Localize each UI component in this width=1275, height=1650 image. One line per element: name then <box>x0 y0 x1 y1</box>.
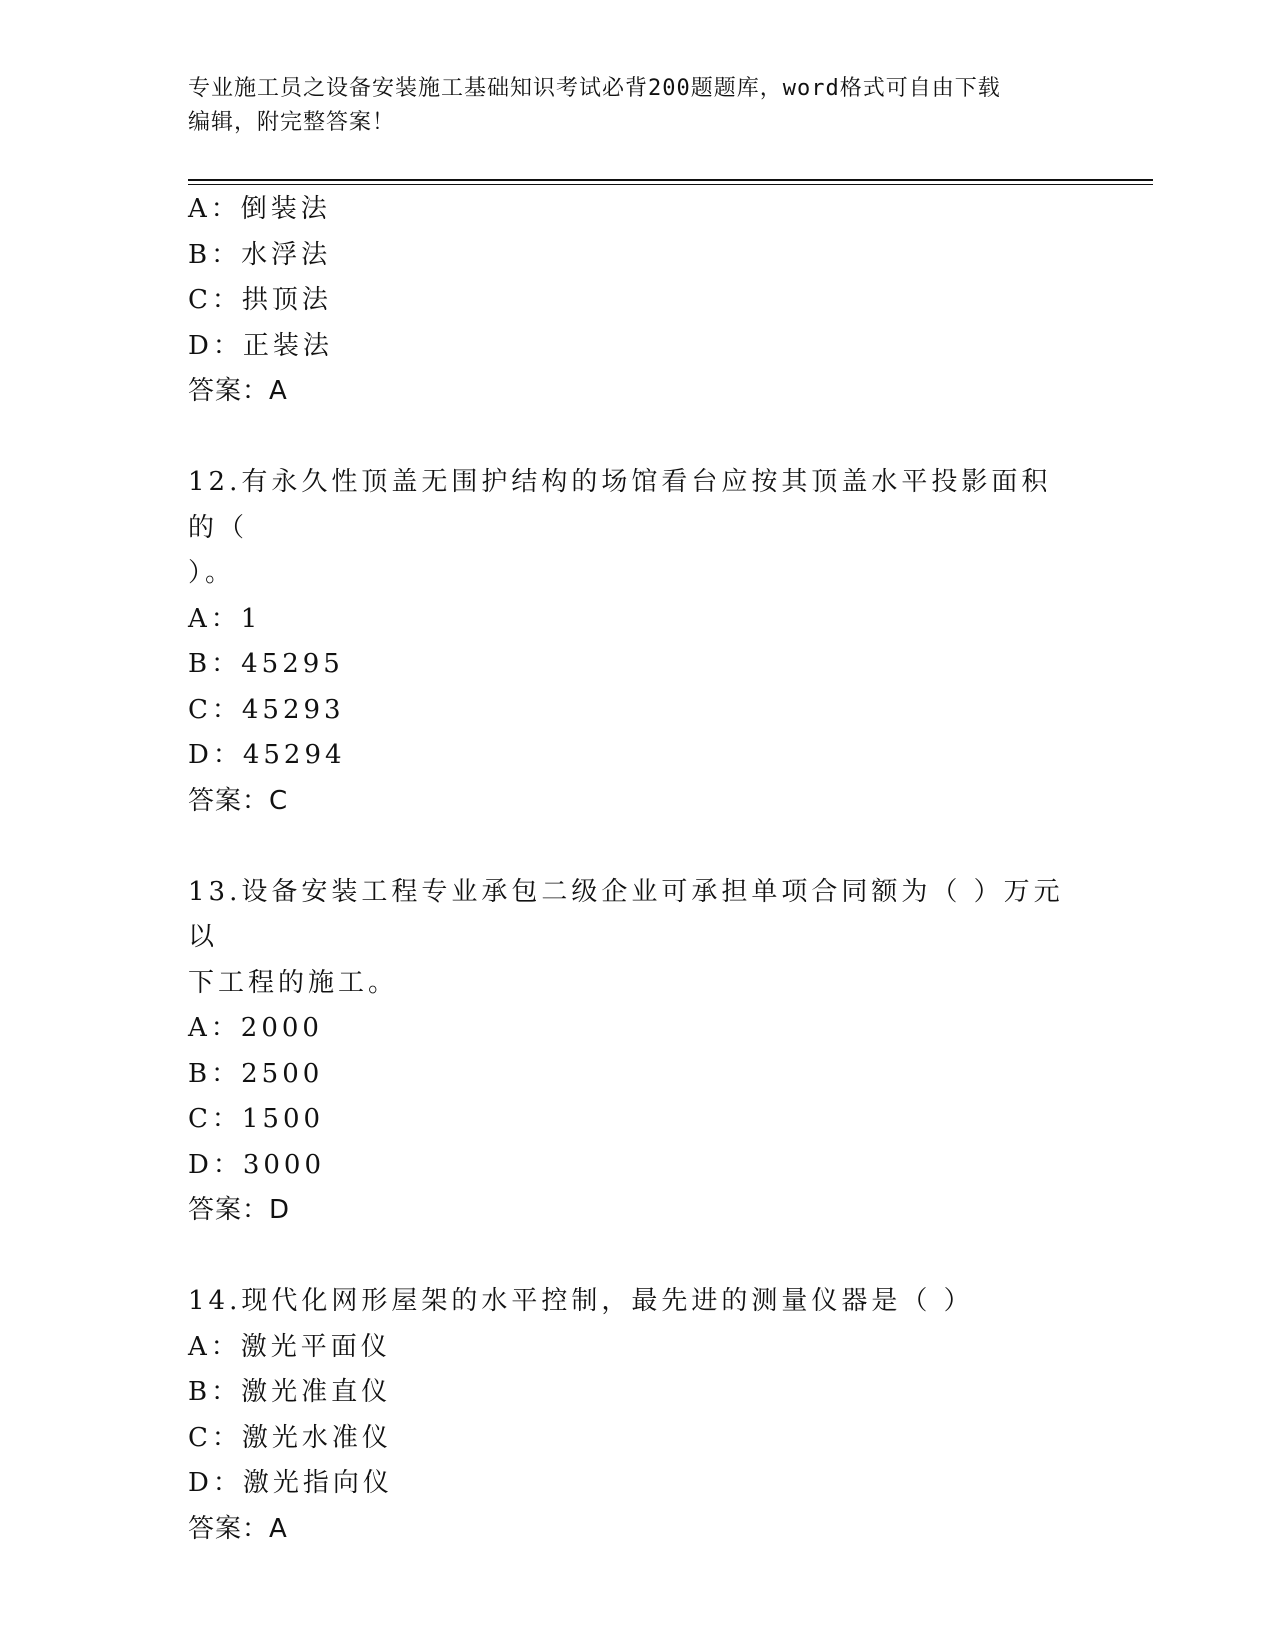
option-a: A：2000 <box>188 1013 323 1043</box>
option-d: D：正装法 <box>188 330 333 361</box>
option-a: A：激光平面仪 <box>188 1331 391 1362</box>
answer: 答案：D <box>188 1195 291 1225</box>
option-c: C：激光水准仪 <box>188 1422 392 1453</box>
option-c: C：45293 <box>188 694 345 725</box>
header-divider-thin <box>188 184 1153 185</box>
question-block-12 <box>188 460 1068 824</box>
option-b: B：水浮法 <box>188 239 332 270</box>
question-block-13 <box>188 870 1068 1234</box>
option-b: B：45295 <box>188 649 344 679</box>
answer: 答案：C <box>188 785 289 816</box>
option-d: D：3000 <box>188 1149 326 1180</box>
header-title-line-2: 编辑，附完整答案！ <box>188 110 396 135</box>
question-block-11 <box>188 187 1068 415</box>
question-text-line-2: ）。 <box>188 558 236 588</box>
header-title-line-1: 专业施工员之设备安装施工基础知识考试必背200题题库，word格式可自由下载 <box>188 76 1001 101</box>
question-text-line-1: 14.现代化网形屋架的水平控制，最先进的测量仪器是（ ） <box>188 1286 974 1316</box>
question-text-line-1: 12.有永久性顶盖无围护结构的场馆看台应按其顶盖水平投影面积的（ <box>188 467 1052 543</box>
document-header <box>188 72 1068 140</box>
answer: 答案：A <box>188 1513 288 1544</box>
answer: 答案：A <box>188 376 288 406</box>
option-b: B：2500 <box>188 1058 324 1089</box>
block-spacer <box>188 1234 1068 1280</box>
option-b: B：激光准直仪 <box>188 1377 392 1407</box>
option-c: C：拱顶法 <box>188 285 332 315</box>
option-d: D：激光指向仪 <box>188 1468 393 1498</box>
option-c: C：1500 <box>188 1104 325 1134</box>
option-a: A：1 <box>188 603 262 634</box>
question-list <box>188 187 1068 1552</box>
block-spacer <box>188 415 1068 461</box>
option-d: D：45294 <box>188 740 346 770</box>
question-text-line-2: 下工程的施工。 <box>188 967 399 998</box>
question-block-14 <box>188 1279 1068 1552</box>
question-text-line-1: 13.设备安装工程专业承包二级企业可承担单项合同额为（ ）万元以 <box>188 876 1064 952</box>
block-spacer <box>188 824 1068 870</box>
header-divider-thick <box>188 179 1153 181</box>
option-a: A：倒装法 <box>188 194 331 224</box>
